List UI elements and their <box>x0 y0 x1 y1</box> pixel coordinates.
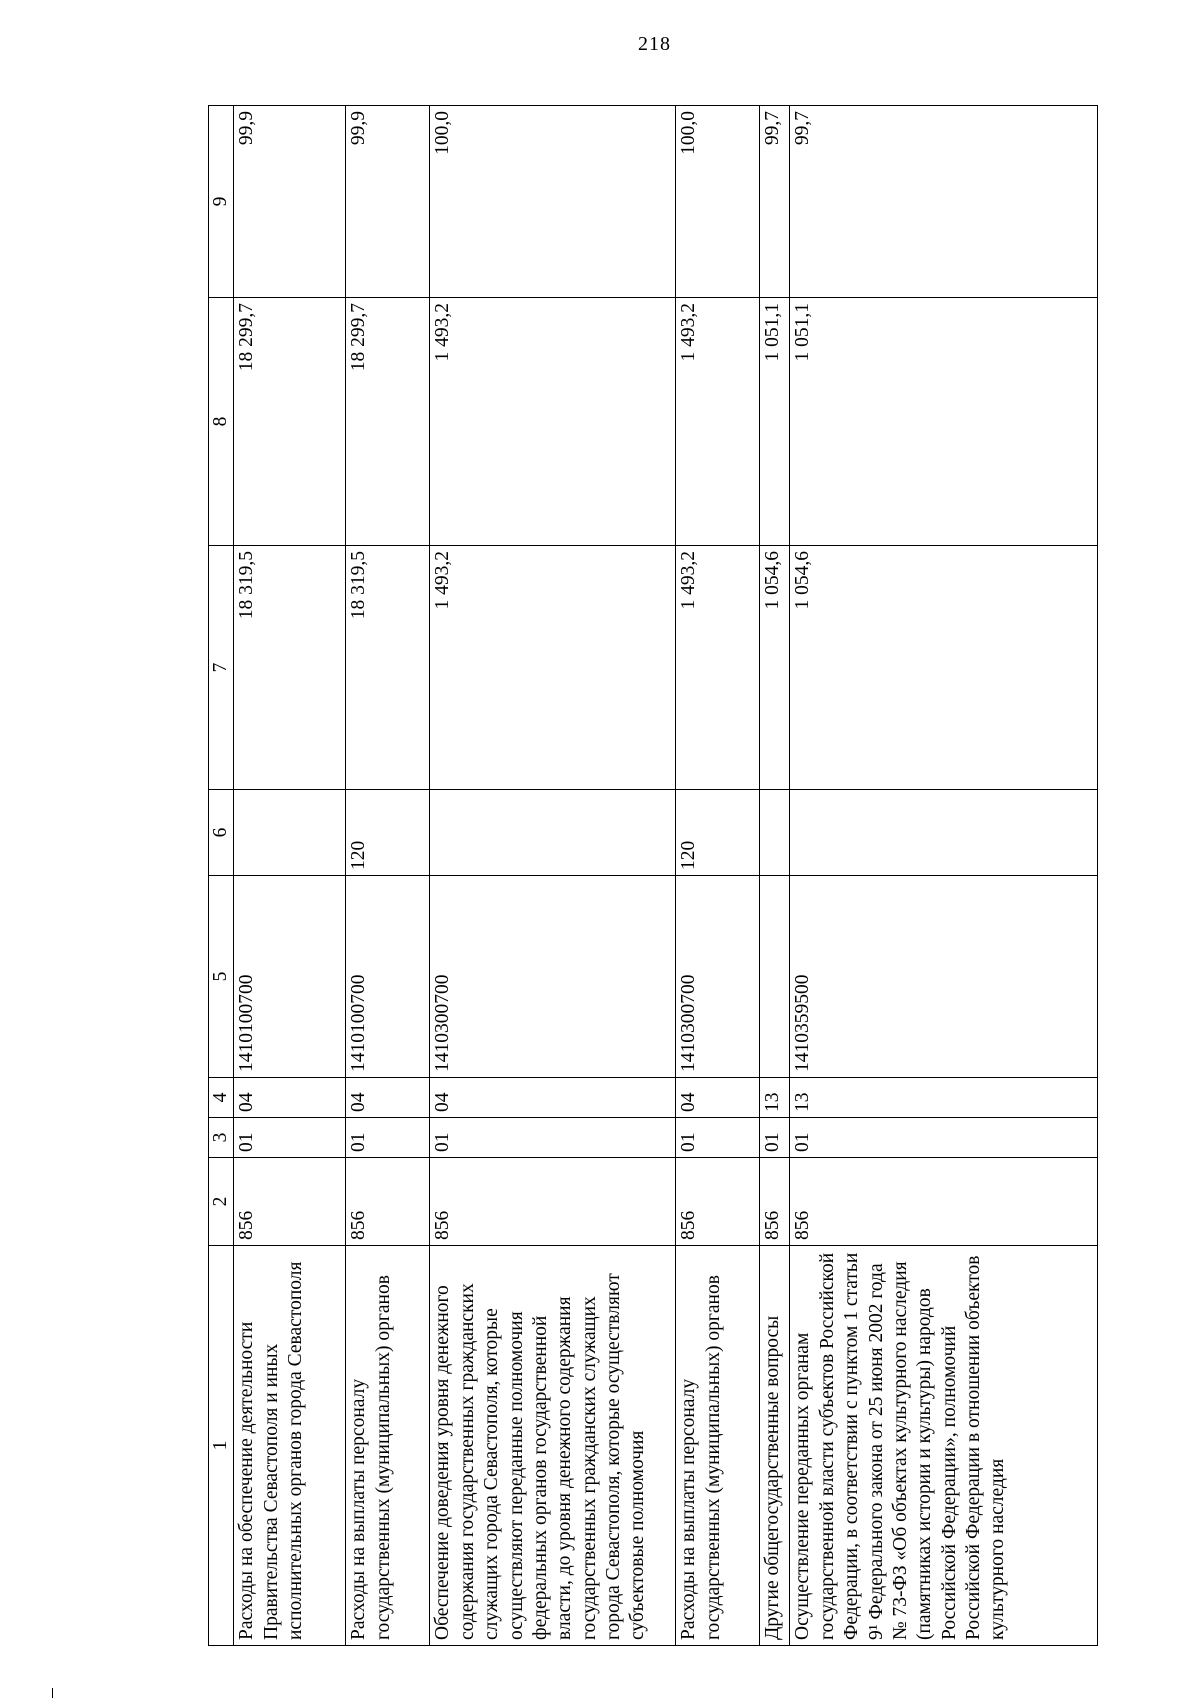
cell-col-5: 1410100700 <box>234 876 346 1078</box>
header-col-6: 6 <box>209 790 234 876</box>
table-row <box>760 106 790 1646</box>
header-col-5: 5 <box>209 876 234 1078</box>
header-col-2: 2 <box>209 1158 234 1246</box>
row-name: Расходы на выплаты персоналу государственных (муниципальных) органов <box>676 1246 760 1646</box>
cell-col-6: 120 <box>676 790 760 876</box>
header-row <box>209 106 234 1646</box>
cell-col-4: 04 <box>676 1078 760 1118</box>
cell-col-9: 100,0 <box>676 106 760 298</box>
row-name: Осуществление переданных органам государственной власти субъектов Российской Федерации, в соответствии с пунктом 1 статьи 9¹ Федерального закона от 25 июня 2002 года № 73-ФЗ «Об объектах культурного наследия (памятниках истории и культуры) народов Российской Федерации», полномочий Российской Федерации в отношении объектов культурного наследия <box>790 1246 1098 1646</box>
cell-col-5 <box>760 876 790 1078</box>
cell-col-7: 1 054,6 <box>760 546 790 790</box>
cell-col-8: 1 493,2 <box>676 298 760 546</box>
cell-col-4: 04 <box>234 1078 346 1118</box>
cell-col-2: 856 <box>430 1158 676 1246</box>
cell-col-2: 856 <box>346 1158 430 1246</box>
cell-col-6 <box>760 790 790 876</box>
cell-col-3: 01 <box>234 1118 346 1158</box>
cell-col-5: 1410300700 <box>676 876 760 1078</box>
table-row <box>234 106 346 1646</box>
cell-col-4: 04 <box>430 1078 676 1118</box>
header-col-9: 9 <box>209 106 234 298</box>
cell-col-9: 99,7 <box>790 106 1098 298</box>
cell-col-5: 1410359500 <box>790 876 1098 1078</box>
header-col-8: 8 <box>209 298 234 546</box>
cell-col-2: 856 <box>790 1158 1098 1246</box>
cell-col-7: 18 319,5 <box>346 546 430 790</box>
budget-table <box>208 105 1098 1646</box>
cell-col-4: 04 <box>346 1078 430 1118</box>
cell-col-6 <box>430 790 676 876</box>
cell-col-7: 1 054,6 <box>790 546 1098 790</box>
cell-col-3: 01 <box>430 1118 676 1158</box>
cell-col-6 <box>790 790 1098 876</box>
cell-col-9: 99,7 <box>760 106 790 298</box>
cell-col-7: 1 493,2 <box>430 546 676 790</box>
cell-col-3: 01 <box>346 1118 430 1158</box>
row-name: Обеспечение доведения уровня денежного содержания государственных гражданских служащих города Севастополя, которые осуществляют переданные полномочия федеральных органов государственной власти, до уровня денежного содержания государственных гражданских служащих города Севастополя, которые осуществляют субъектовые полномочия <box>430 1246 676 1646</box>
header-col-3: 3 <box>209 1118 234 1158</box>
header-col-4: 4 <box>209 1078 234 1118</box>
cell-col-9: 100,0 <box>430 106 676 298</box>
table-row <box>430 106 676 1646</box>
cell-col-9: 99,9 <box>346 106 430 298</box>
table-row <box>676 106 760 1646</box>
table-row <box>790 106 1098 1646</box>
cell-col-7: 18 319,5 <box>234 546 346 790</box>
cell-col-4: 13 <box>790 1078 1098 1118</box>
cell-col-3: 01 <box>760 1118 790 1158</box>
cell-col-5: 1410300700 <box>430 876 676 1078</box>
table-rotated-wrapper <box>208 106 1098 1646</box>
cell-col-6 <box>234 790 346 876</box>
cell-col-3: 01 <box>790 1118 1098 1158</box>
cell-col-8: 1 493,2 <box>430 298 676 546</box>
cell-col-2: 856 <box>234 1158 346 1246</box>
cell-col-8: 18 299,7 <box>234 298 346 546</box>
table-row <box>346 106 430 1646</box>
cell-col-3: 01 <box>676 1118 760 1158</box>
page-number: 218 <box>638 33 671 55</box>
row-name: Расходы на выплаты персоналу государственных (муниципальных) органов <box>346 1246 430 1646</box>
cell-col-7: 1 493,2 <box>676 546 760 790</box>
header-col-1: 1 <box>209 1246 234 1646</box>
cell-col-5: 1410100700 <box>346 876 430 1078</box>
header-col-7: 7 <box>209 546 234 790</box>
cell-col-8: 18 299,7 <box>346 298 430 546</box>
cell-col-6: 120 <box>346 790 430 876</box>
cell-col-2: 856 <box>760 1158 790 1246</box>
cell-col-8: 1 051,1 <box>760 298 790 546</box>
row-name: Расходы на обеспечение деятельности Правительства Севастополя и иных исполнительных органов города Севастополя <box>234 1246 346 1646</box>
cell-col-8: 1 051,1 <box>790 298 1098 546</box>
cell-col-2: 856 <box>676 1158 760 1246</box>
scan-mark <box>52 1688 53 1698</box>
row-name: Другие общегосударственные вопросы <box>760 1246 790 1646</box>
cell-col-9: 99,9 <box>234 106 346 298</box>
cell-col-4: 13 <box>760 1078 790 1118</box>
